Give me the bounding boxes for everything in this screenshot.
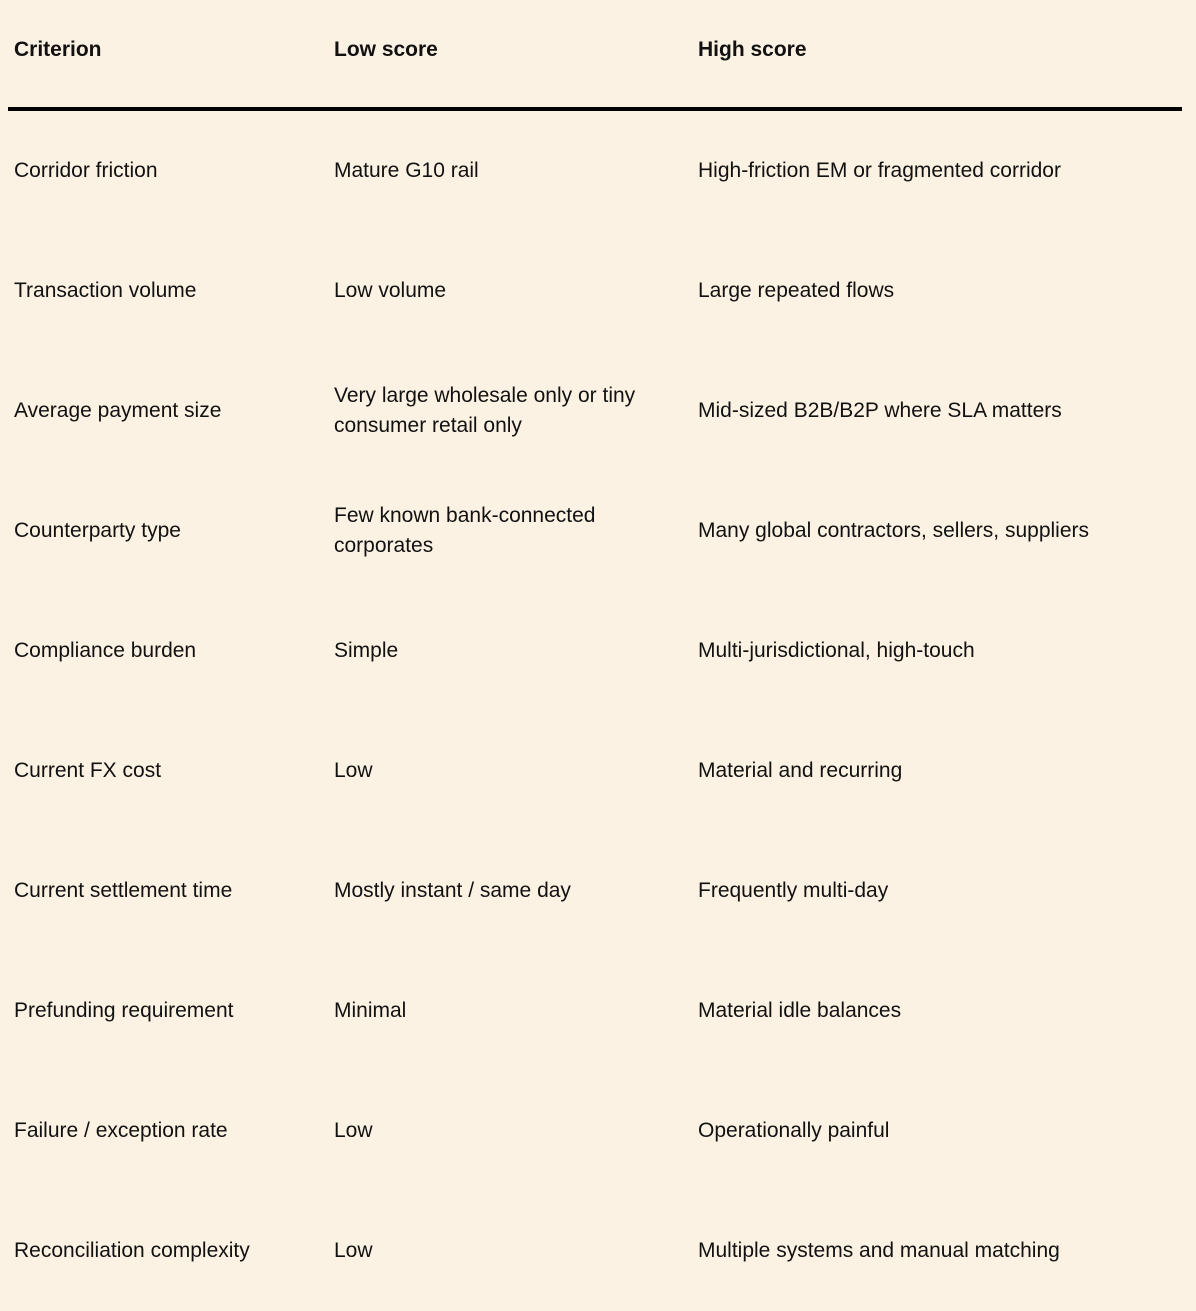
high-score-cell: Mid-sized B2B/B2P where SLA matters [698, 399, 1062, 422]
table-row [0, 351, 1196, 471]
high-score-cell: Multi-jurisdictional, high-touch [698, 639, 975, 662]
high-score-cell: Frequently multi-day [698, 879, 889, 902]
high-score-cell: Large repeated flows [698, 279, 895, 302]
header-criterion: Criterion [14, 38, 102, 61]
high-score-cell: Multiple systems and manual matching [698, 1239, 1060, 1262]
criterion-cell: Current FX cost [14, 759, 162, 782]
table-row [0, 711, 1196, 831]
criterion-cell: Current settlement time [14, 879, 233, 902]
low-score-cell: Mature G10 rail [334, 159, 479, 182]
table-row [0, 951, 1196, 1071]
low-score-cell: Few known bank-connected corporates [334, 504, 596, 557]
high-score-cell: Material idle balances [698, 999, 902, 1022]
header-high-score: High score [698, 38, 807, 61]
low-score-cell: Very large wholesale only or tiny consumer retail only [334, 384, 636, 437]
table-row [0, 111, 1196, 231]
criterion-cell: Counterparty type [14, 519, 181, 542]
header-low-score: Low score [334, 38, 438, 61]
criterion-cell: Transaction volume [14, 279, 197, 302]
criterion-cell: Reconciliation complexity [14, 1239, 250, 1262]
low-score-cell: Low [334, 1119, 373, 1142]
table-row [0, 591, 1196, 711]
table-row [0, 231, 1196, 351]
criterion-cell: Compliance burden [14, 639, 197, 662]
criterion-cell: Prefunding requirement [14, 999, 234, 1022]
table-row [0, 1191, 1196, 1311]
table-row [0, 831, 1196, 951]
low-score-cell: Simple [334, 639, 399, 662]
table-header-row [0, 0, 1196, 100]
criterion-cell: Failure / exception rate [14, 1119, 228, 1142]
high-score-cell: Material and recurring [698, 759, 903, 782]
high-score-cell: Operationally painful [698, 1119, 890, 1142]
low-score-cell: Low [334, 759, 373, 782]
low-score-cell: Low [334, 1239, 373, 1262]
table-body [0, 111, 1196, 1311]
table-row [0, 1071, 1196, 1191]
low-score-cell: Mostly instant / same day [334, 879, 571, 902]
table-row [0, 471, 1196, 591]
low-score-cell: Low volume [334, 279, 447, 302]
criterion-cell: Average payment size [14, 399, 222, 422]
high-score-cell: High-friction EM or fragmented corridor [698, 159, 1061, 182]
high-score-cell: Many global contractors, sellers, suppliers [698, 519, 1090, 542]
low-score-cell: Minimal [334, 999, 407, 1022]
criterion-cell: Corridor friction [14, 159, 158, 182]
